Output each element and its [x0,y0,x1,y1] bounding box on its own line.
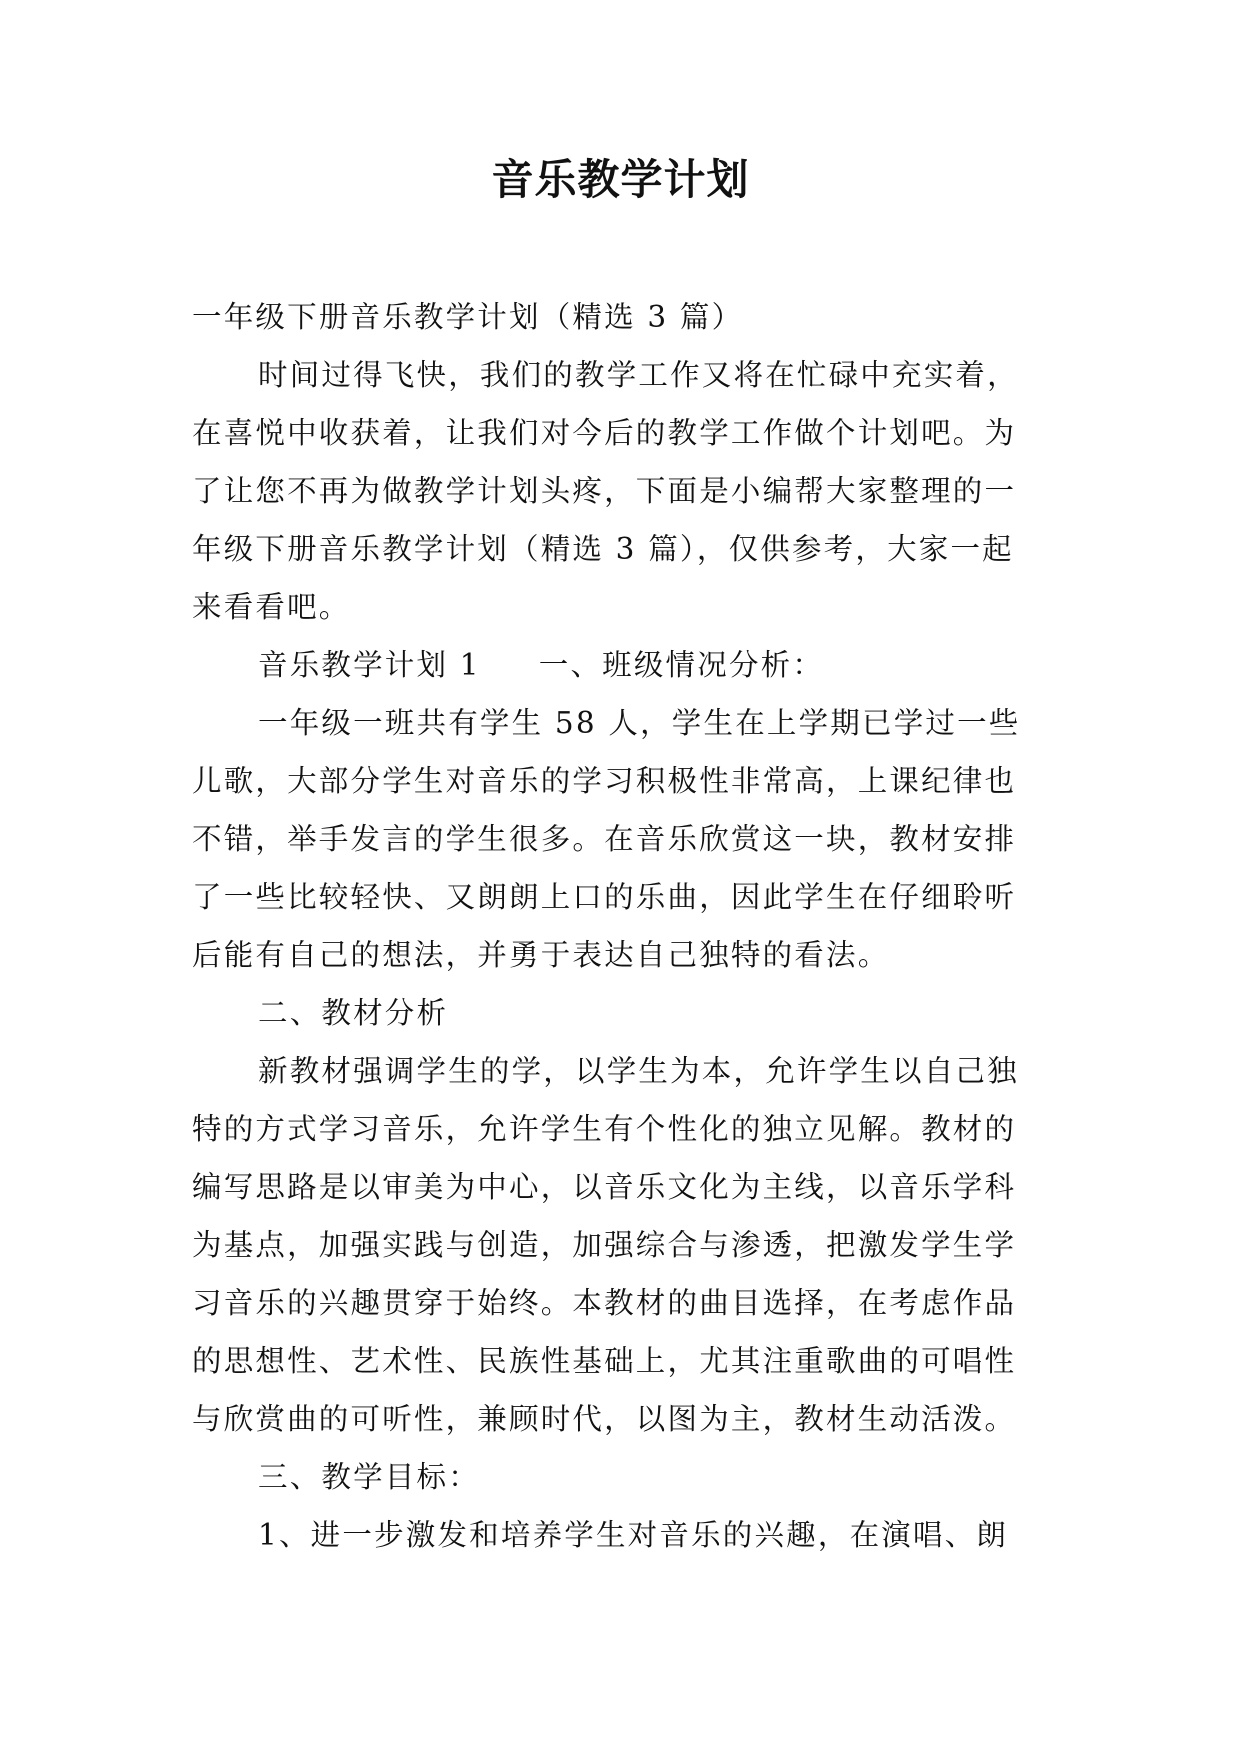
document-body [192,288,1072,1564]
section2-line: 特的方式学习音乐，允许学生有个性化的独立见解。教材的 [192,1112,1017,1146]
subtitle-line: 一年级下册音乐教学计划（精选 3 篇） [192,300,744,334]
section2-line: 为基点，加强实践与创造，加强综合与渗透，把激发学生学 [192,1228,1017,1262]
section1-line: 一年级一班共有学生 58 人，学生在上学期已学过一些 [258,706,1021,740]
intro-line: 时间过得飞快，我们的教学工作又将在忙碌中充实着， [258,358,1019,392]
section1-line: 不错，举手发言的学生很多。在音乐欣赏这一块，教材安排 [192,822,1017,856]
intro-line: 了让您不再为做教学计划头疼，下面是小编帮大家整理的一 [192,474,1017,508]
section2-line: 与欣赏曲的可听性，兼顾时代，以图为主，教材生动活泼。 [192,1402,1017,1436]
intro-line: 年级下册音乐教学计划（精选 3 篇），仅供参考，大家一起 [192,532,1014,566]
intro-line: 来看看吧。 [192,590,351,624]
section-heading: 一、班级情况分析： [538,648,825,682]
section1-line: 后能有自己的想法，并勇于表达自己独特的看法。 [192,938,890,972]
section2-line: 编写思路是以审美为中心，以音乐文化为主线，以音乐学科 [192,1170,1017,1204]
section-heading: 三、教学目标： [258,1460,480,1494]
section2-line: 习音乐的兴趣贯穿于始终。本教材的曲目选择，在考虑作品 [192,1286,1017,1320]
document-title: 音乐教学计划 [491,155,750,204]
section-heading: 二、教材分析 [258,996,449,1030]
section2-line: 的思想性、艺术性、民族性基础上，尤其注重歌曲的可唱性 [192,1344,1017,1378]
plan-label: 音乐教学计划 1 [258,648,481,682]
section1-line: 儿歌，大部分学生对音乐的学习积极性非常高，上课纪律也 [192,764,1017,798]
section3-line: 1、进一步激发和培养学生对音乐的兴趣，在演唱、朗 [258,1518,1009,1552]
section1-line: 了一些比较轻快、又朗朗上口的乐曲，因此学生在仔细聆听 [192,880,1017,914]
intro-line: 在喜悦中收获着，让我们对今后的教学工作做个计划吧。为 [192,416,1017,450]
section2-line: 新教材强调学生的学，以学生为本，允许学生以自己独 [258,1054,1019,1088]
plan-heading-line [192,636,1072,694]
